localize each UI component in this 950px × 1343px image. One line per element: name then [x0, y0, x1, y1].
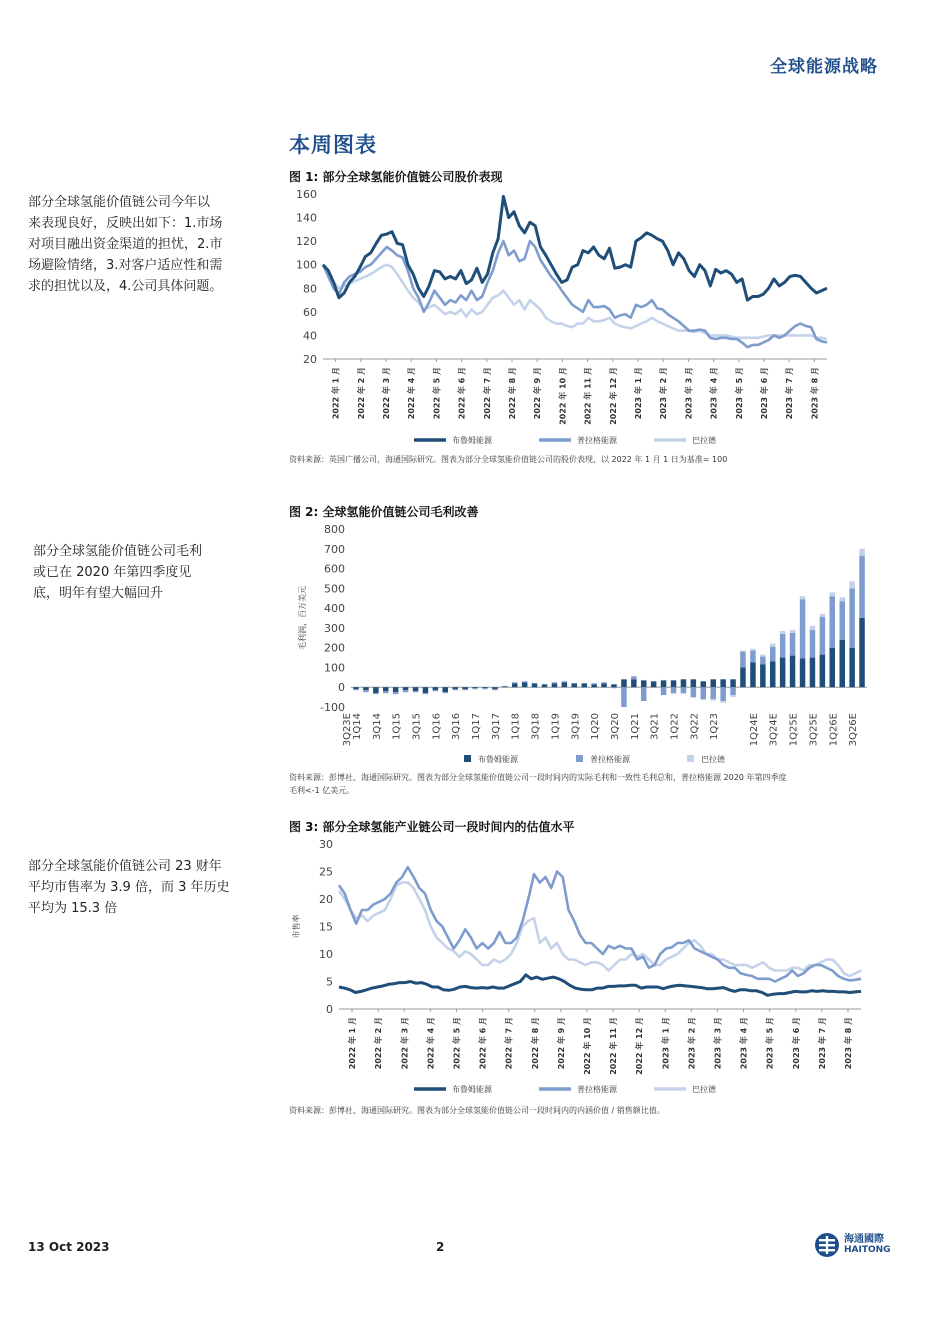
- x-tick-label: 1Q25E: [788, 713, 800, 747]
- y-tick-label: 500: [324, 582, 345, 596]
- legend-swatch: [687, 755, 694, 762]
- bar-segment: [562, 682, 568, 687]
- side-note-3: [28, 856, 264, 919]
- x-tick-label: 2023 年 2 月: [659, 367, 669, 420]
- y-tick-label: 140: [296, 211, 317, 225]
- bar-segment: [522, 681, 528, 682]
- x-tick-label: 1Q20: [590, 713, 602, 740]
- legend-label: 布鲁姆能源: [478, 755, 518, 764]
- bar-segment: [552, 682, 558, 683]
- bar-segment: [582, 683, 588, 687]
- x-tick-label: 1Q15: [391, 713, 403, 740]
- bar-segment: [720, 701, 726, 703]
- bar-segment: [562, 681, 568, 682]
- x-tick-label: 1Q23: [709, 713, 721, 740]
- bar-segment: [423, 693, 429, 694]
- bar-segment: [591, 684, 597, 687]
- bar-segment: [840, 640, 846, 688]
- note-line: 求的担忧以及，4.公司具体问题。: [28, 279, 223, 294]
- x-tick-label: 1Q18: [510, 713, 522, 740]
- bar-segment: [740, 651, 746, 652]
- x-tick-label: 2023 年 7 月: [817, 1017, 827, 1070]
- x-tick-label: 1Q22: [669, 713, 681, 740]
- x-tick-label: 2022 年 9 月: [533, 367, 543, 420]
- bar-segment: [730, 695, 736, 697]
- bar-segment: [661, 680, 667, 687]
- series-line: [323, 265, 827, 339]
- x-tick-label: 2023 年 7 月: [785, 367, 795, 420]
- x-tick-label: 2022 年 3 月: [382, 367, 391, 420]
- y-tick-label: 15: [319, 920, 333, 934]
- x-tick-label: 2022 年 7 月: [482, 367, 492, 420]
- x-tick-label: 2022 年 5 月: [432, 367, 442, 420]
- x-tick-label: 2022 年 12 月: [608, 367, 618, 425]
- figure-2-title: 图 2: 全球氢能价值链公司毛利改善: [289, 505, 479, 519]
- legend-label: 布鲁姆能源: [452, 1085, 492, 1094]
- x-tick-label: 2022 年 6 月: [457, 367, 467, 420]
- x-tick-label: 1Q17: [471, 713, 483, 740]
- bar-segment: [740, 667, 746, 687]
- note-line: 部分全球氢能价值链公司今年以: [28, 195, 211, 210]
- bar-segment: [671, 687, 677, 693]
- x-tick-label: 2022 年 1 月: [348, 1017, 358, 1070]
- bar-segment: [383, 687, 389, 691]
- legend-label: 巴拉德: [692, 1085, 716, 1094]
- footer-date: 13 Oct 2023: [28, 1240, 110, 1254]
- x-tick-label: 2022 年 12 月: [635, 1017, 645, 1075]
- bar-segment: [859, 618, 865, 687]
- bar-segment: [542, 684, 548, 687]
- bar-segment: [711, 699, 717, 701]
- bar-segment: [820, 617, 826, 655]
- x-tick-label: 2022 年 8 月: [530, 1017, 540, 1070]
- bar-segment: [800, 659, 806, 688]
- source-line: 资料来源：彭博社、海通国际研究。图表为部分全球氢能价值链公司一段时间内的实际毛利和一致性毛利总和，普拉格能源 2020 年第四季度: [289, 773, 787, 782]
- note-line: 底，明年有望大幅回升: [33, 586, 164, 601]
- legend-label: 普拉格能源: [577, 1085, 617, 1094]
- source-line: 毛利<-1 亿美元。: [289, 786, 355, 795]
- y-tick-label: 100: [324, 661, 345, 675]
- bar-segment: [453, 687, 459, 689]
- bar-segment: [591, 683, 597, 684]
- x-tick-label: 3Q21: [649, 713, 661, 740]
- bar-segment: [681, 687, 687, 693]
- y-tick-label: 5: [326, 975, 333, 989]
- x-tick-label: 3Q17: [490, 713, 502, 740]
- x-tick-label: 2022 年 6 月: [478, 1017, 488, 1070]
- bar-segment: [532, 683, 538, 687]
- y-tick-label: 80: [303, 282, 317, 296]
- bar-segment: [433, 690, 439, 691]
- bar-segment: [462, 689, 468, 690]
- bar-segment: [840, 601, 846, 640]
- bar-segment: [770, 662, 776, 688]
- note-line: 或已在 2020 年第四季度见: [33, 565, 192, 580]
- note-line: 来表现良好，反映出如下：1.市场: [28, 216, 223, 231]
- x-tick-label: 2023 年 4 月: [709, 367, 719, 420]
- bar-segment: [512, 683, 518, 687]
- bar-segment: [522, 682, 528, 687]
- bar-segment: [601, 682, 607, 683]
- series-line: [323, 241, 827, 347]
- y-tick-label: 200: [324, 641, 345, 655]
- bar-segment: [492, 689, 498, 690]
- bar-segment: [631, 679, 637, 687]
- x-tick-label: 2023 年 8 月: [810, 367, 820, 420]
- y-tick-label: 400: [324, 602, 345, 616]
- bar-segment: [572, 683, 578, 687]
- x-tick-label: 3Q18: [530, 713, 542, 740]
- x-tick-label: 1Q16: [431, 713, 443, 740]
- logo-text-en: HAITONG: [844, 1245, 891, 1255]
- chart-gross-profit: [289, 520, 879, 770]
- bar-segment: [760, 665, 766, 688]
- bar-segment: [393, 692, 399, 694]
- bar-segment: [711, 687, 717, 699]
- x-tick-label: 2023 年 5 月: [765, 1017, 775, 1070]
- x-tick-label: 2023 年 3 月: [684, 367, 694, 420]
- legend-swatch: [576, 755, 583, 762]
- x-tick-label: 2022 年 11 月: [583, 367, 593, 425]
- side-note-2: [33, 541, 269, 604]
- bar-segment: [701, 687, 707, 699]
- x-tick-label: 3Q22: [689, 713, 701, 740]
- bar-segment: [641, 680, 647, 687]
- note-line: 部分全球氢能价值链公司毛利: [33, 544, 203, 559]
- legend-label: 普拉格能源: [590, 755, 630, 764]
- x-tick-label: 3Q23E: [342, 713, 354, 747]
- side-note-1: [28, 192, 264, 297]
- x-tick-label: 2022 年 1 月: [331, 367, 341, 420]
- note-line: 平均为 15.3 倍: [28, 901, 118, 916]
- x-tick-label: 2022 年 4 月: [407, 367, 417, 420]
- bar-segment: [770, 644, 776, 647]
- bar-segment: [760, 655, 766, 657]
- x-tick-label: 2022 年 2 月: [356, 367, 366, 420]
- bar-segment: [443, 687, 449, 692]
- bar-segment: [403, 690, 409, 692]
- x-tick-label: 2023 年 5 月: [734, 367, 744, 420]
- bar-segment: [691, 697, 697, 698]
- bar-segment: [492, 687, 498, 689]
- bar-segment: [681, 679, 687, 687]
- bar-segment: [453, 689, 459, 690]
- bar-segment: [383, 691, 389, 693]
- bar-segment: [720, 687, 726, 701]
- section-title: 本周图表: [289, 133, 377, 157]
- legend-label: 巴拉德: [701, 755, 725, 764]
- bar-segment: [780, 634, 786, 658]
- bar-segment: [443, 692, 449, 693]
- y-tick-label: 60: [303, 305, 317, 319]
- bar-segment: [790, 630, 796, 633]
- x-tick-label: 3Q25E: [808, 713, 820, 747]
- y-tick-label: 800: [324, 523, 345, 536]
- x-tick-label: 1Q19: [550, 713, 562, 740]
- haitong-logo-icon: [814, 1232, 840, 1258]
- bar-segment: [830, 592, 836, 596]
- bar-segment: [820, 614, 826, 617]
- figure-1-source: 资料来源：英国广播公司，海通国际研究。图表为部分全球氢能价值链公司的股价表现，以 2022 年 1 月 1 日为基准= 100: [289, 455, 728, 464]
- x-tick-label: 2023 年 2 月: [687, 1017, 697, 1070]
- bar-segment: [512, 682, 518, 683]
- bar-segment: [800, 599, 806, 658]
- bar-segment: [413, 687, 419, 691]
- x-tick-label: 1Q26E: [828, 713, 840, 747]
- y-tick-label: 160: [296, 188, 317, 201]
- bar-segment: [810, 626, 816, 630]
- x-tick-label: 2022 年 10 月: [558, 367, 568, 425]
- legend-swatch: [464, 755, 471, 762]
- bar-segment: [849, 588, 855, 647]
- bar-segment: [691, 687, 697, 697]
- bar-segment: [691, 679, 697, 687]
- bar-segment: [462, 687, 468, 689]
- bar-segment: [611, 684, 617, 687]
- x-tick-label: 2022 年 11 月: [609, 1017, 619, 1075]
- y-tick-label: 0: [326, 1003, 333, 1016]
- bar-segment: [770, 647, 776, 662]
- series-line: [323, 196, 827, 300]
- x-tick-label: 3Q16: [451, 713, 463, 740]
- y-tick-label: 20: [303, 353, 317, 366]
- x-tick-label: 1Q24E: [748, 713, 760, 747]
- bar-segment: [671, 680, 677, 687]
- bar-segment: [671, 693, 677, 694]
- bar-segment: [393, 687, 399, 692]
- y-tick-label: 40: [303, 329, 317, 343]
- x-tick-label: 3Q20: [609, 713, 621, 740]
- bar-segment: [830, 596, 836, 647]
- y-tick-label: 300: [324, 621, 345, 635]
- bar-segment: [859, 556, 865, 618]
- note-line: 部分全球氢能价值链公司 23 财年: [28, 859, 222, 874]
- x-tick-label: 2022 年 2 月: [374, 1017, 384, 1070]
- figure-2-source: [289, 771, 889, 797]
- bar-segment: [780, 658, 786, 688]
- series-line: [339, 883, 861, 977]
- bar-segment: [730, 687, 736, 695]
- header-title: 全球能源战略: [770, 57, 878, 77]
- bar-segment: [373, 693, 379, 694]
- bar-segment: [711, 679, 717, 687]
- y-tick-label: 25: [319, 865, 333, 879]
- bar-segment: [760, 657, 766, 665]
- x-tick-label: 2023 年 1 月: [634, 367, 643, 420]
- bar-segment: [482, 688, 488, 689]
- y-axis-label: 毛利润，百万美元: [298, 586, 307, 650]
- bar-segment: [681, 693, 687, 694]
- bar-segment: [552, 683, 558, 687]
- x-tick-label: 3Q14: [371, 713, 383, 740]
- bar-segment: [701, 681, 707, 687]
- x-tick-label: 3Q26E: [848, 713, 860, 747]
- y-tick-label: 100: [296, 258, 317, 272]
- bar-segment: [472, 688, 478, 689]
- bar-segment: [790, 633, 796, 656]
- bar-segment: [621, 687, 627, 707]
- bar-segment: [780, 631, 786, 634]
- bar-segment: [661, 687, 667, 695]
- x-tick-label: 2022 年 9 月: [556, 1017, 566, 1070]
- chart-stock-performance: [289, 186, 879, 451]
- bar-segment: [403, 687, 409, 690]
- bar-segment: [353, 689, 359, 690]
- note-line: 平均市售率为 3.9 倍，而 3 年历史: [28, 880, 230, 895]
- haitong-logo: [814, 1232, 891, 1258]
- chart-valuation: [289, 836, 879, 1101]
- y-axis-label: 市售率: [292, 914, 301, 939]
- x-tick-label: 3Q19: [570, 713, 582, 740]
- bar-segment: [720, 679, 726, 687]
- x-tick-label: 2023 年 6 月: [791, 1017, 801, 1070]
- bar-segment: [701, 699, 707, 700]
- bar-segment: [353, 687, 359, 689]
- y-tick-label: 30: [319, 838, 333, 851]
- bar-segment: [730, 679, 736, 687]
- bar-segment: [750, 649, 756, 651]
- y-tick-label: 600: [324, 562, 345, 576]
- bar-segment: [413, 691, 419, 692]
- logo-text-cn: 海通國際: [844, 1234, 884, 1245]
- y-tick-label: 120: [296, 235, 317, 249]
- bar-segment: [820, 655, 826, 688]
- x-tick-label: 2023 年 3 月: [713, 1017, 723, 1070]
- x-tick-label: 2022 年 10 月: [582, 1017, 592, 1075]
- bar-segment: [373, 687, 379, 693]
- bar-segment: [790, 656, 796, 688]
- x-tick-label: 3Q15: [411, 713, 423, 740]
- figure-3-source: 资料来源：彭博社、海通国际研究。图表为部分全球氢能价值链公司一段时间内的内涵价值 / 销售额比值。: [289, 1106, 665, 1115]
- x-tick-label: 1Q21: [629, 713, 641, 740]
- bar-segment: [750, 663, 756, 688]
- figure-3-title: 图 3: 部分全球氢能产业链公司一段时间内的估值水平: [289, 820, 575, 834]
- x-tick-label: 2022 年 3 月: [400, 1017, 410, 1070]
- x-tick-label: 1Q14: [351, 713, 363, 740]
- bar-segment: [502, 686, 508, 687]
- bar-segment: [859, 549, 865, 556]
- bar-segment: [641, 687, 647, 701]
- bar-segment: [810, 630, 816, 658]
- bar-segment: [750, 651, 756, 663]
- bar-segment: [840, 597, 846, 601]
- x-tick-label: 3Q24E: [768, 713, 780, 747]
- bar-segment: [433, 687, 439, 690]
- bar-segment: [482, 687, 488, 688]
- bar-segment: [830, 648, 836, 688]
- x-tick-label: 2022 年 5 月: [452, 1017, 462, 1070]
- x-tick-label: 2023 年 4 月: [739, 1017, 749, 1070]
- bar-segment: [423, 687, 429, 693]
- figure-1-title: 图 1: 部分全球氢能价值链公司股价表现: [289, 170, 503, 184]
- y-tick-label: 0: [338, 681, 345, 695]
- bar-segment: [611, 687, 617, 688]
- note-line: 场避险情绪，3.对客户适应性和需: [28, 258, 223, 273]
- x-tick-label: 2023 年 6 月: [760, 367, 769, 420]
- bar-segment: [631, 676, 637, 679]
- x-tick-label: 2022 年 8 月: [508, 367, 517, 420]
- legend-label: 巴拉德: [692, 436, 716, 445]
- bar-segment: [800, 596, 806, 599]
- bar-segment: [472, 687, 478, 688]
- x-tick-label: 2023 年 1 月: [661, 1017, 671, 1070]
- bar-segment: [621, 679, 627, 687]
- x-tick-label: 2023 年 8 月: [843, 1017, 853, 1070]
- bar-segment: [849, 581, 855, 588]
- y-tick-label: 10: [319, 948, 333, 961]
- bar-segment: [849, 648, 855, 688]
- bar-segment: [363, 690, 369, 692]
- bar-segment: [363, 687, 369, 690]
- bar-segment: [740, 652, 746, 668]
- y-tick-label: 700: [324, 542, 345, 556]
- x-tick-label: 2022 年 7 月: [504, 1017, 514, 1070]
- legend-label: 布鲁姆能源: [452, 436, 492, 445]
- bar-segment: [601, 683, 607, 687]
- legend-label: 普拉格能源: [577, 436, 617, 445]
- page-number: 2: [436, 1240, 445, 1254]
- x-tick-label: 2022 年 4 月: [426, 1017, 436, 1070]
- y-tick-label: 20: [319, 893, 333, 906]
- bar-segment: [810, 658, 816, 688]
- note-line: 对项目融出资金渠道的担忧，2.市: [28, 237, 223, 252]
- bar-segment: [651, 681, 657, 687]
- y-tick-label: -100: [320, 701, 345, 714]
